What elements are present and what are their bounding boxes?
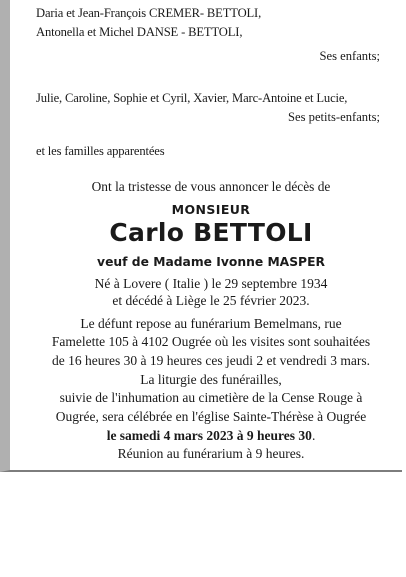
grandchildren-label: Ses petits-enfants;: [288, 110, 380, 124]
details-line-5: suivie de l'inhumation au cimetière de la Cense Rouge à: [59, 390, 363, 405]
widower-line: veuf de Madame Ivonne MASPER: [97, 255, 325, 269]
ceremony-date-line: [20, 427, 402, 446]
ceremony-date: le samedi 4 mars 2023 à 9 heures 30: [106, 428, 312, 443]
details-line-3: de 16 heures 30 à 19 heures ces jeudi 2 et vendredi 3 mars.: [52, 353, 370, 368]
family-line-2: Antonella et Michel DANSE - BETTOLI,: [36, 25, 243, 39]
family-line-4: et les familles apparentées: [36, 144, 165, 158]
family-line-3: Julie, Caroline, Sophie et Cyril, Xavier, Marc-Antoine et Lucie,: [36, 91, 348, 105]
death-line: et décédé à Liège le 25 février 2023.: [112, 293, 310, 308]
deceased-title: MONSIEUR: [171, 202, 251, 217]
details-line-2: Famelette 105 à 4102 Ougrée où les visites sont souhaitées: [51, 334, 371, 349]
family-line-1: Daria et Jean-François CREMER- BETTOLI,: [36, 6, 262, 20]
details-line-6: Ougrée, sera célébrée en l'église Sainte-Thérèse à Ougrée: [55, 409, 367, 424]
deceased-name: Carlo BETTOLI: [109, 218, 313, 247]
ceremony-date-suffix: .: [311, 428, 316, 443]
details-line-4: La liturgie des funérailles,: [140, 372, 282, 387]
children-label: Ses enfants;: [319, 49, 380, 63]
birth-line: Né à Lovere ( Italie ) le 29 septembre 1934: [94, 276, 328, 291]
details-line-8: Réunion au funérarium à 9 heures.: [117, 446, 305, 461]
details-line-1: Le défunt repose au funérarium Bemelmans, rue: [80, 316, 342, 331]
intro-text: Ont la tristesse de vous annoncer le décès de: [91, 179, 331, 194]
